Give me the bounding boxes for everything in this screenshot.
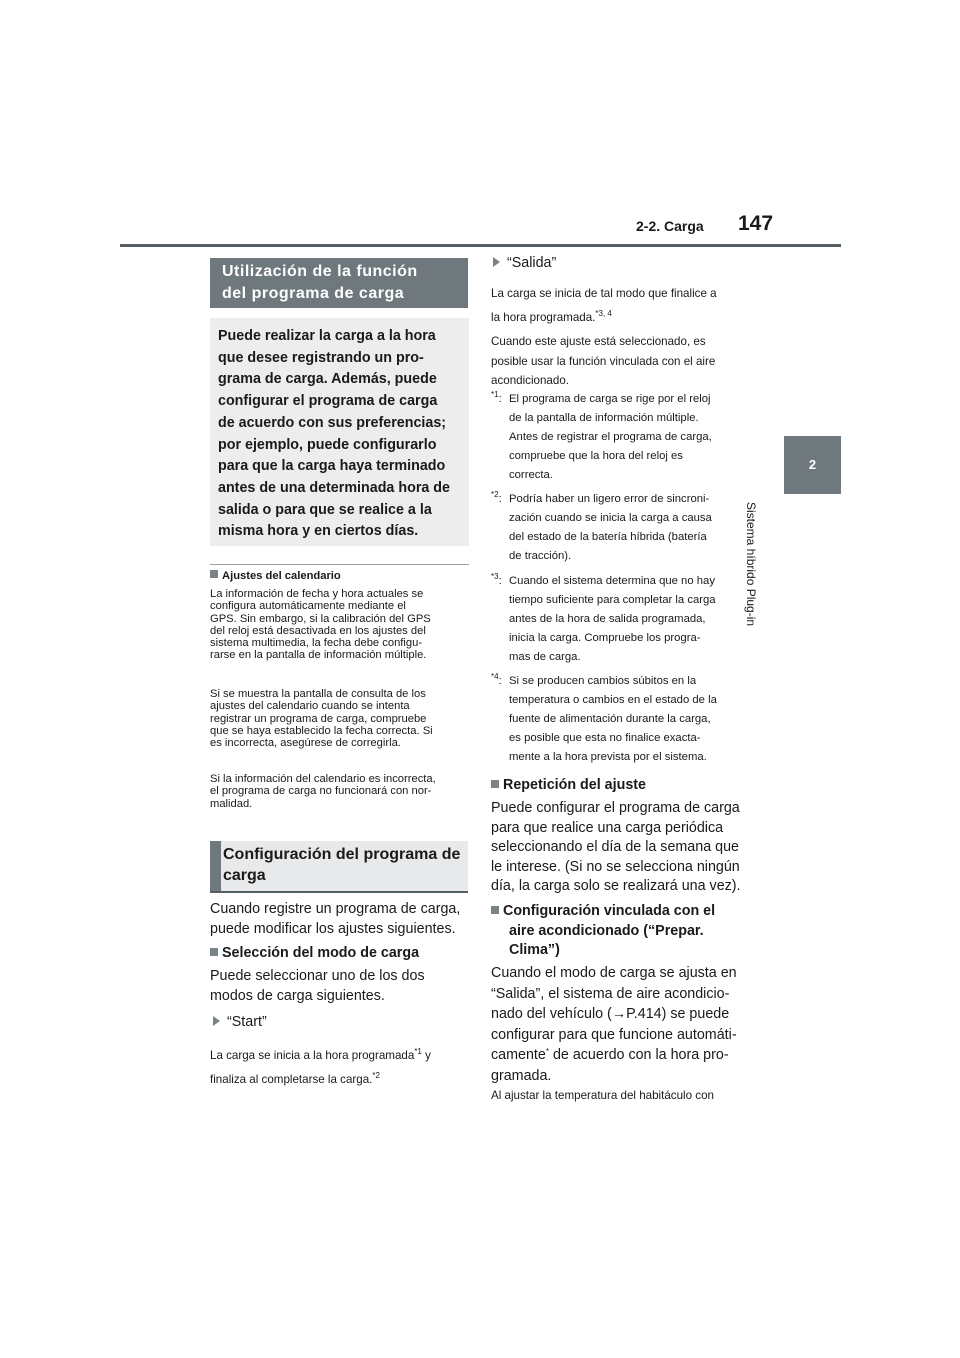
intro-line: grama de carga. Además, puede	[218, 371, 437, 388]
calendar-heading: Ajustes del calendario	[210, 570, 341, 582]
config-paragraph: Cuando registre un programa de carga, puede modificar los ajustes siguientes.	[210, 901, 461, 937]
chapter-title-text: Sistema híbrido Plug-in	[743, 502, 758, 627]
square-bullet-icon	[491, 906, 499, 914]
ac-heading: Configuración vinculada con el aire acondicionado (“Prepar. Clima”)	[491, 902, 753, 961]
intro-line: por ejemplo, puede configurarlo	[218, 436, 437, 453]
start-mode-item: “Start”	[213, 1013, 267, 1033]
arrow-bullet-icon	[213, 1016, 220, 1026]
start-mode-description: La carga se inicia a la hora programada$^{*1}$ y finaliza al completarse la carga.$^{*2}$	[210, 1047, 431, 1086]
divider	[210, 564, 469, 565]
square-bullet-icon	[491, 780, 499, 788]
chapter-title	[743, 502, 823, 652]
repeat-heading: Repetición del ajuste	[491, 776, 646, 796]
calendar-paragraph-2: Si se muestra la pantalla de consulta de los ajustes del calendario cuando se intenta registrar un programa de carga, compruebe que se haya establecido la fecha correcta. Si es incorrecta, asegúrese de corregirla.	[210, 688, 433, 750]
square-bullet-icon	[210, 570, 218, 578]
page-number: 147	[738, 212, 774, 235]
mode-paragraph: Puede seleccionar uno de los dos modos de carga siguientes.	[210, 968, 425, 1004]
heading-line: del programa de carga	[222, 285, 405, 302]
heading-charge-program-function	[210, 258, 468, 308]
calendar-paragraph-1: La información de fecha y hora actuales se configura automáticamente mediante el GPS. Sin embargo, si la calibración del GPS del reloj está desactivada en los ajustes del sistema multimedia, la fecha debe configu- rarse en la pantalla de información múltiple.	[210, 588, 431, 662]
salida-mode-description: La carga se inicia de tal modo que finalice a la hora programada.$^{*3, 4}$	[491, 287, 717, 324]
intro-line: antes de una determinada hora de	[218, 479, 450, 496]
footnote-1: $^{*1}$: El programa de carga se rige por el reloj de la pantalla de información múltiple. Antes de registrar el programa de carga, compruebe que la hora del reloj es correcta.	[491, 390, 712, 481]
repeat-paragraph: Puede configurar el programa de carga para que realice una carga periódica seleccionando el día de la semana que le interese. (Si no se selecciona ningún día, la carga solo se realizará una vez).	[491, 800, 741, 894]
mode-heading: Selección del modo de carga	[210, 944, 419, 964]
intro-line: salida o para que se realice a la	[218, 501, 432, 518]
intro-line: para que la carga haya terminado	[218, 458, 446, 475]
intro-line: de acuerdo con sus preferencias;	[218, 414, 447, 431]
intro-box	[210, 318, 469, 546]
page-reference-link[interactable]: P.414) se puede	[626, 1006, 730, 1022]
ac-paragraph: Cuando el modo de carga se ajusta en “Salida”, el sistema de aire acondicio- nado del vehículo (→P.414) se puede configurar para que funcione automáti- camente* de acuerdo con la hora pro- gramada.	[491, 965, 737, 1084]
footnote-4: $^{*4}$: Si se producen cambios súbitos en la temperatura o cambios en el estado de la fuente de alimentación durante la carga, es posible que esta no finalice exacta- mente a la hora prevista por el sistema.	[491, 672, 717, 763]
section-label: 2-2. Carga	[636, 218, 704, 234]
intro-line: Puede realizar la carga a la hora	[218, 328, 436, 344]
heading-underline	[210, 891, 468, 893]
arrow-bullet-icon	[493, 257, 500, 267]
chapter-tab[interactable]: 2	[784, 436, 841, 494]
footnote-2: $^{*2}$: Podría haber un ligero error de sincroni- zación cuando se inicia la carga a causa del estado de la batería híbrida (batería de tracción).	[491, 490, 712, 562]
intro-line: misma hora y en ciertos días.	[218, 523, 419, 540]
arrow-reference-icon: →	[611, 1006, 627, 1022]
intro-line: que desee registrando un pro-	[218, 349, 424, 366]
heading-line: Utilización de la función	[222, 263, 418, 280]
salida-mode-item: “Salida”	[493, 254, 556, 274]
continuation-line: Al ajustar la temperatura del habitáculo con	[491, 1089, 714, 1102]
intro-line: configurar el programa de carga	[218, 393, 438, 410]
salida-note: Cuando este ajuste está seleccionado, es posible usar la función vinculada con el aire acondicionado.	[491, 335, 716, 387]
calendar-paragraph-3: Si la información del calendario es incorrecta, el programa de carga no funcionará con nor- malidad.	[210, 773, 436, 810]
footnote-3: $^{*3}$: Cuando el sistema determina que no hay tiempo suficiente para completar la carga antes de la hora de salida programada, inicia la carga. Compruebe los progra- mas de carga.	[491, 572, 716, 663]
header-rule	[120, 244, 841, 247]
square-bullet-icon	[210, 948, 218, 956]
heading-charge-program-config: Configuración del programa de carga	[210, 841, 468, 891]
